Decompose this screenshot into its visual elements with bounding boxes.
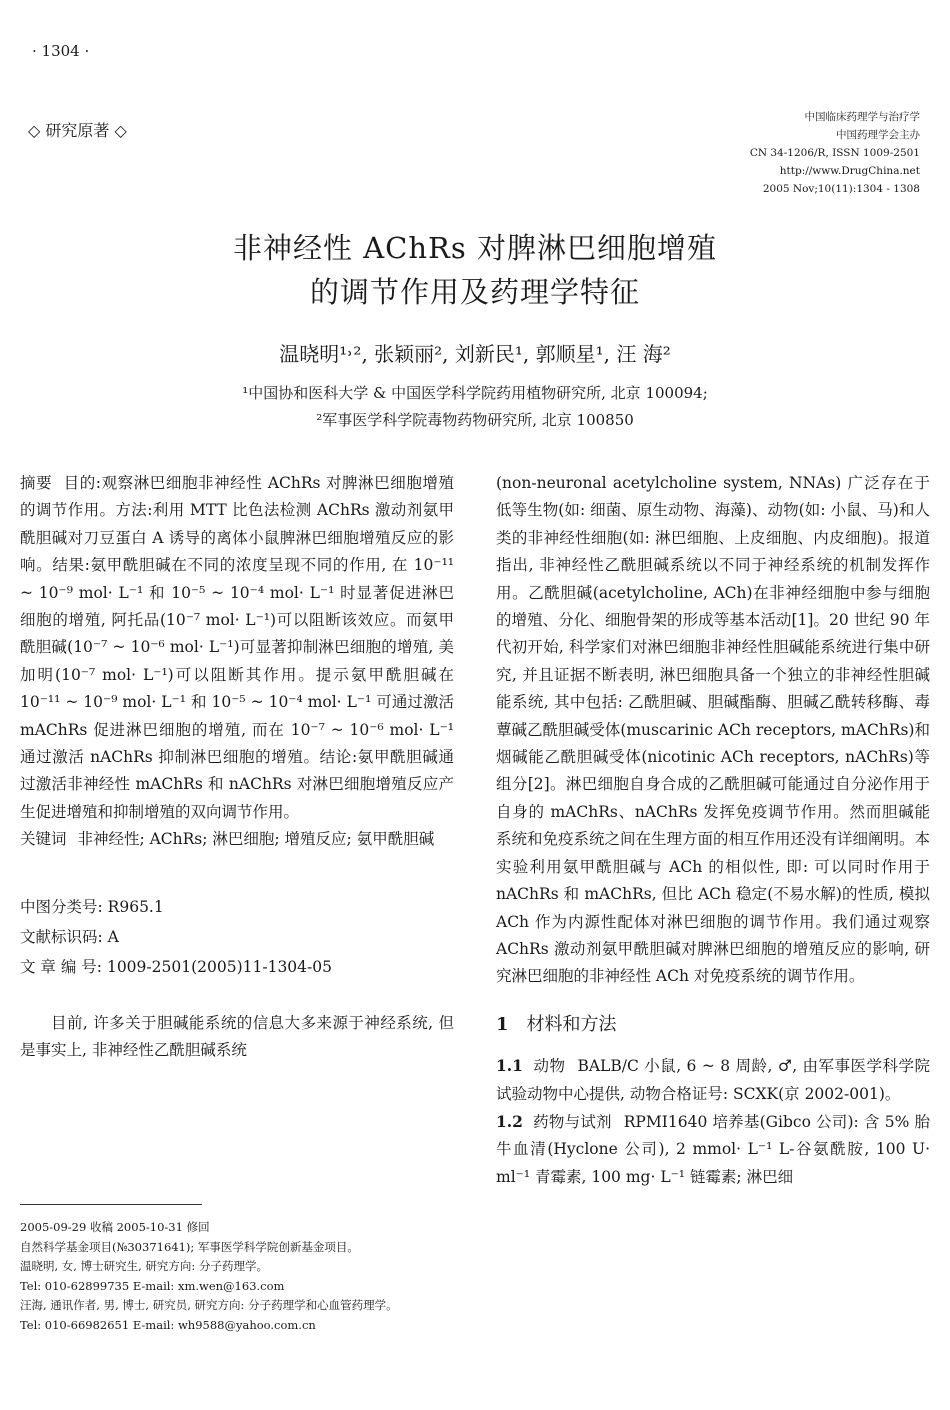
affiliations — [0, 380, 950, 434]
subsection-title: 动物 — [532, 1057, 566, 1076]
subsection-title: 药物与试剂 — [532, 1112, 612, 1131]
subsection-number: 1.2 — [496, 1111, 523, 1131]
article-number-value: 1009-2501(2005)11-1304-05 — [106, 957, 332, 976]
subsection-text: BALB/C 小鼠, 6 ~ 8 周龄, ♂, 由军事医学科学院试验动物中心提供, 动物合格证号: SCXK(京 2002-001)。 — [496, 1057, 930, 1103]
clc-value: R965.1 — [107, 897, 164, 916]
clc-number — [20, 892, 454, 922]
footnote-dates: 2005-09-29 收稿 2005-10-31 修回 — [20, 1220, 210, 1234]
intro-paragraph: 目前, 许多关于胆碱能系统的信息大多来源于神经系统, 但是事实上, 非神经性乙酰胆碱系统 — [20, 1013, 454, 1060]
section-title: 材料和方法 — [526, 1013, 617, 1035]
subsection-animals — [496, 1052, 930, 1108]
article-title — [0, 226, 950, 314]
subsection-text: RPMI1640 培养基(Gibco 公司): 含 5% 胎牛血清(Hyclone 公司), 2 mmol· L⁻¹ L-谷氨酰胺, 100 U· ml⁻¹ 青霉素, 100 mg· L⁻¹ 链霉素; 淋巴细 — [496, 1112, 930, 1186]
left-column — [20, 470, 454, 1065]
section-tag: ◇ 研究原著 ◇ — [28, 121, 127, 140]
footnote-corresponding-contact: Tel: 010-66982651 E-mail: wh9588@yahoo.com.cn — [20, 1317, 316, 1332]
subsection-reagents — [496, 1108, 930, 1191]
footnote-author1: 温晓明, 女, 博士研究生, 研究方向: 分子药理学。 — [20, 1259, 268, 1273]
footnotes — [20, 1218, 456, 1335]
right-column — [496, 470, 930, 1191]
keywords — [20, 826, 454, 853]
doc-code-value: A — [107, 927, 119, 946]
keywords-label: 关键词 — [20, 830, 67, 849]
keywords-text: 非神经性; AChRs; 淋巴细胞; 增殖反应; 氨甲酰胆碱 — [77, 830, 435, 849]
page-number: · 1304 · — [32, 42, 90, 60]
abstract-label: 摘要 — [20, 474, 53, 492]
journal-citation: 2005 Nov;10(11):1304 - 1308 — [762, 183, 920, 195]
subsection-number: 1.1 — [496, 1056, 523, 1076]
doc-code-label: 文献标识码: — [20, 927, 103, 946]
article-number-label: 文 章 编 号: — [20, 957, 103, 976]
intro-continued: (non-neuronal acetylcholine system, NNAs) 广泛存在于低等生物(如: 细菌、原生动物、海藻)、动物(如: 小鼠、马)和人类的非神经性细胞(如: 淋巴细胞、上皮细胞、内皮细胞)。报道指出, 非神经性乙酰胆碱系统以不同于神经系统的机制发挥作用。乙酰胆碱(acetylcholine, ACh)在非神经细胞中参与细胞的增殖、分化、细胞骨架的形成等基本活动[1]。20 世纪 90 年代初开始, 科学家们对淋巴细胞非神经性胆碱能系统进行集中研究, 并且证据不断表明, 淋巴细胞具备一个独立的非神经性胆碱能系统, 其中包括: 乙酰胆碱、胆碱酯酶、胆碱乙酰转移酶、毒蕈碱乙酰胆碱受体(muscarinic ACh receptors, mAChRs)和烟碱能乙酰胆碱受体(nicotinic ACh receptors, nAChRs)等组分[2]。淋巴细胞自身合成的乙酰胆碱可能通过自分泌作用于自身的 mAChRs、nAChRs 发挥免疫调节作用。然而胆碱能系统和免疫系统之间在生理方面的相互作用还没有详细阐明。本实验利用氨甲酰胆碱与 ACh 的相似性, 即: 可以同时作用于 nAChRs 和 mAChRs, 但比 ACh 稳定(不易水解)的性质, 模拟 ACh 作为内源性配体对淋巴细胞的调节作用。我们通过观察 AChRs 激动剂氨甲酰胆碱对脾淋巴细胞的增殖反应的影响, 研究淋巴细胞的非神经性 ACh 对免疫系统的调节作用。 — [496, 474, 931, 986]
abstract — [20, 470, 454, 826]
affiliation-1: ¹中国协和医科大学 & 中国医学科学院药用植物研究所, 北京 100094; — [242, 384, 708, 402]
journal-name: 中国临床药理学与治疗学 — [804, 111, 920, 123]
journal-sponsor: 中国药理学会主办 — [836, 129, 920, 141]
footnote-corresponding: 汪海, 通讯作者, 男, 博士, 研究员, 研究方向: 分子药理学和心血管药理学。 — [20, 1298, 398, 1312]
affiliation-2: ²军事医学科学院毒物药物研究所, 北京 100850 — [316, 411, 634, 429]
authors: 温晓明¹˒², 张颖丽², 刘新民¹, 郭顺星¹, 汪 海² — [279, 342, 671, 366]
journal-info — [750, 108, 920, 198]
footnote-funding: 自然科学基金项目(№30371641); 军事医学科学院创新基金项目。 — [20, 1239, 359, 1254]
footnote-rule — [20, 1204, 202, 1205]
title-line-1: 非神经性 AChRs 对脾淋巴细胞增殖 — [233, 231, 717, 265]
classification-block — [20, 892, 454, 982]
title-line-2: 的调节作用及药理学特征 — [309, 275, 640, 309]
footnote-author1-contact: Tel: 010-62899735 E-mail: xm.wen@163.com — [20, 1278, 285, 1293]
article-number — [20, 952, 454, 982]
section-heading — [496, 1011, 930, 1038]
section-number: 1 — [496, 1013, 509, 1035]
document-code — [20, 922, 454, 952]
clc-label: 中图分类号: — [20, 897, 103, 916]
journal-issn: CN 34-1206/R, ISSN 1009-2501 — [749, 147, 920, 159]
journal-url: http://www.DrugChina.net — [779, 165, 920, 177]
abstract-text: 目的:观察淋巴细胞非神经性 AChRs 对脾淋巴细胞增殖的调节作用。方法:利用 MTT 比色法检测 AChRs 激动剂氨甲酰胆碱对刀豆蛋白 A 诱导的离体小鼠脾淋巴细胞增殖反应的影响。结果:氨甲酰胆碱在不同的浓度呈现不同的作用, 在 10⁻¹¹ ~ 10⁻⁹ mol· L⁻¹ 和 10⁻⁵ ~ 10⁻⁴ mol· L⁻¹ 时显著促进淋巴细胞的增殖, 阿托品(10⁻⁷ mol· L⁻¹)可以阻断该效应。而氨甲酰胆碱(10⁻⁷ ~ 10⁻⁶ mol· L⁻¹)可显著抑制淋巴细胞的增殖, 美加明(10⁻⁷ mol· L⁻¹)可以阻断其作用。提示氨甲酰胆碱在 10⁻¹¹ ~ 10⁻⁹ mol· L⁻¹ 和 10⁻⁵ ~ 10⁻⁴ mol· L⁻¹ 可通过激活 mAChRs 促进淋巴细胞的增殖, 而在 10⁻⁷ ~ 10⁻⁶ mol· L⁻¹ 通过激活 nAChRs 抑制淋巴细胞的增殖。结论:氨甲酰胆碱通过激活非神经性 mAChRs 和 nAChRs 对淋巴细胞增殖反应产生促进增殖和抑制增殖的双向调节作用。 — [20, 474, 454, 821]
